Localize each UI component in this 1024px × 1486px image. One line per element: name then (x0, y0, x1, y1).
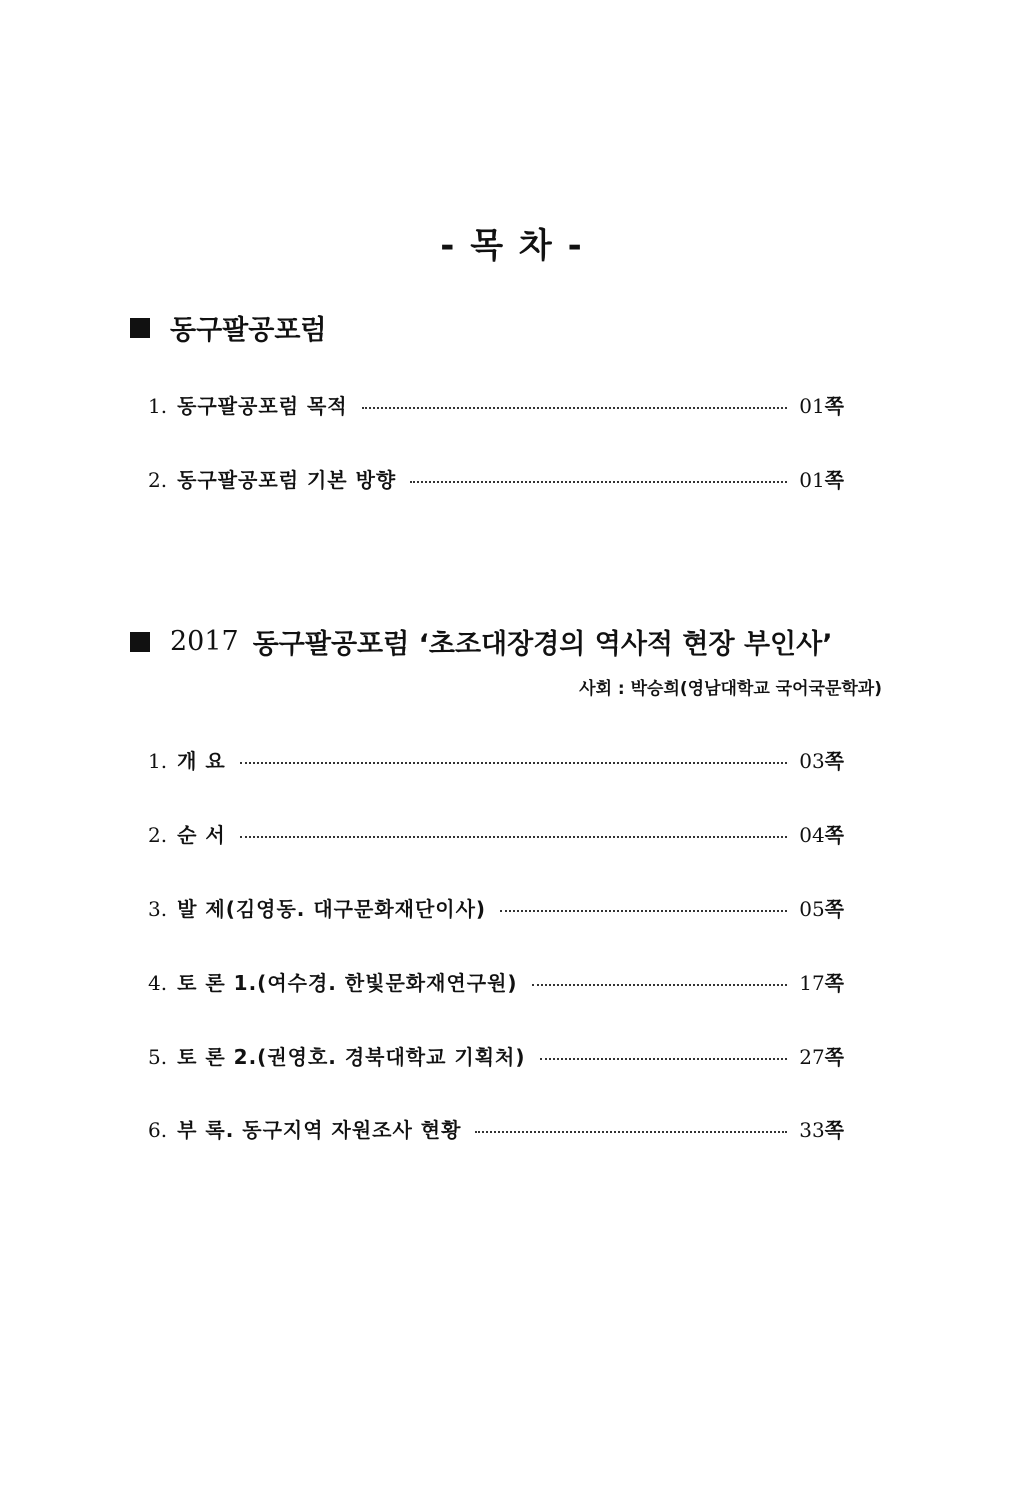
toc-entry-number: 1. (148, 749, 168, 773)
toc-entry-label: 동구팔공포럼 기본 방향 (177, 468, 397, 492)
dot-leader (475, 1131, 787, 1133)
toc-entry-page: 03쪽 (799, 749, 844, 773)
section-year: 2017 (170, 626, 239, 657)
dot-leader (240, 836, 788, 838)
toc-entry-direction[interactable] (148, 464, 844, 493)
toc-entry-discussion-2[interactable] (148, 1041, 844, 1070)
section-heading-text: 동구팔공포럼 ‘초조대장경의 역사적 현장 부인사’ (252, 629, 833, 660)
dot-leader (362, 407, 788, 409)
toc-entry-page: 01쪽 (799, 394, 844, 418)
toc-entry-page: 33쪽 (799, 1118, 844, 1142)
toc-entry-number: 2. (148, 468, 168, 492)
toc-entry-label: 부 록. 동구지역 자원조사 현황 (177, 1118, 462, 1142)
dot-leader (540, 1058, 788, 1060)
toc-entry-label: 동구팔공포럼 목적 (177, 394, 348, 418)
dot-leader (240, 762, 788, 764)
toc-entry-number: 1. (148, 394, 168, 418)
toc-entry-order[interactable] (148, 819, 844, 848)
moderator-credit: 사회 : 박승희(영남대학교 국어국문학과) (579, 679, 882, 699)
section-heading-text: 동구팔공포럼 (170, 315, 327, 346)
toc-entry-page: 17쪽 (799, 971, 844, 995)
toc-entry-label: 개 요 (177, 749, 226, 773)
toc-entry-page: 01쪽 (799, 468, 844, 492)
toc-entry-number: 3. (148, 897, 168, 921)
black-square-icon (130, 632, 150, 652)
toc-entry-purpose[interactable] (148, 390, 844, 419)
black-square-icon (130, 318, 150, 338)
section-heading-2017-forum (130, 622, 832, 661)
toc-entry-overview[interactable] (148, 745, 844, 774)
toc-entry-presentation[interactable] (148, 893, 844, 922)
toc-entry-label: 토 론 2.(권영호. 경북대학교 기획처) (177, 1045, 526, 1069)
toc-entry-page: 05쪽 (799, 897, 844, 921)
dot-leader (500, 910, 787, 912)
toc-entry-label: 발 제(김영동. 대구문화재단이사) (177, 897, 487, 921)
toc-entry-number: 5. (148, 1045, 168, 1069)
toc-entry-number: 4. (148, 971, 168, 995)
toc-entry-appendix[interactable] (148, 1114, 844, 1143)
toc-entry-number: 2. (148, 823, 168, 847)
dot-leader (532, 984, 788, 986)
page-title: - 목 차 - (440, 226, 584, 266)
toc-entry-page: 27쪽 (799, 1045, 844, 1069)
toc-entry-label: 토 론 1.(여수경. 한빛문화재연구원) (177, 971, 518, 995)
section-heading-forum (130, 308, 327, 347)
dot-leader (410, 481, 787, 483)
toc-entry-label: 순 서 (177, 823, 226, 847)
toc-entry-number: 6. (148, 1118, 168, 1142)
toc-entry-discussion-1[interactable] (148, 967, 844, 996)
toc-entry-page: 04쪽 (799, 823, 844, 847)
